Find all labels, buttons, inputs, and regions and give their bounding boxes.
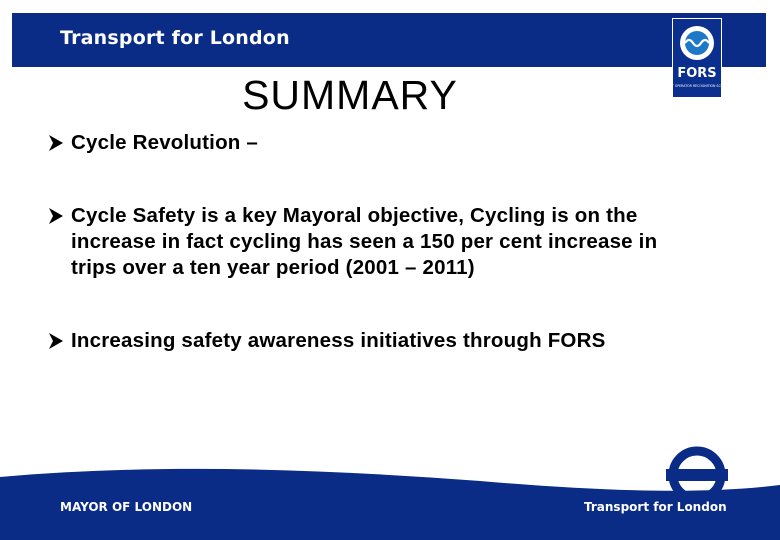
arrow-bullet-icon [48, 332, 64, 350]
bullet-text: Cycle Safety is a key Mayoral objective, Cycling is on the increase in fact cycling has seen a 150 per cent increase in trips over a ten year period (2001 – 2011) [71, 204, 658, 279]
bullet-item [48, 130, 708, 156]
header-title: Transport for London [60, 27, 290, 49]
slide-title: SUMMARY [242, 72, 458, 118]
arrow-bullet-icon [48, 207, 64, 225]
footer-tfl-label: Transport for London [584, 500, 727, 514]
bullet-text: Increasing safety awareness initiatives through FORS [71, 329, 606, 352]
header-bar [12, 13, 766, 67]
arrow-bullet-icon [48, 134, 64, 152]
bullet-item [48, 328, 708, 354]
fors-logo-text: FORS [677, 66, 717, 81]
bullet-text: Cycle Revolution – [71, 131, 259, 154]
footer-mayor-label: MAYOR OF LONDON [60, 500, 193, 514]
fors-logo-tagline: FLEET OPERATOR RECOGNITION SCHEME [664, 84, 730, 88]
bullet-item [48, 203, 708, 281]
